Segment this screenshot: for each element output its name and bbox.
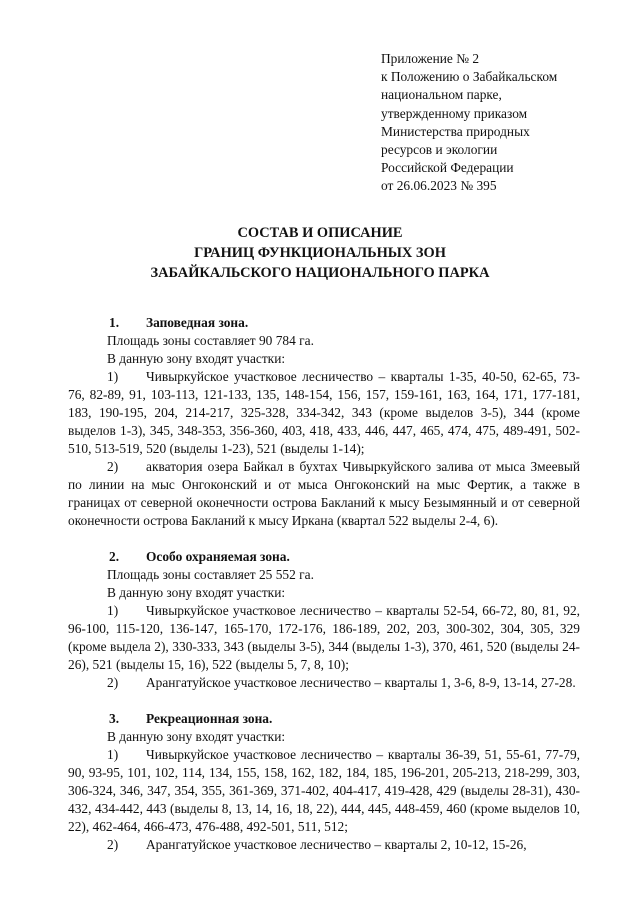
appendix-line: утвержденному приказом [381,105,528,121]
item-text: Чивыркуйское участковое лесничество – кварталы 36-39, 51, 55-61, 77-79, 90, 93-95, 101, 102, 114, 134, 155, 158, 162, 182, 184, 185, 196-201, 205-213, 218-299, 303, 306-324, 346, 347, 354, 355, 361-369, 371-402, 404-417, 419-428, 429 (выделы 28-31), 430-432, 434-442, 443 (выделы 8, 13, 14, 16, 18, 22), 444, 445, 448-459, 460 (кроме выделов 10, 22), 462-464, 466-473, 476-488, 492-501, 511, 512; [68,747,580,834]
list-item [68,458,580,530]
item-text: Чивыркуйское участковое лесничество – кварталы 52-54, 66-72, 80, 81, 92, 96-100, 115-120, 136-147, 165-170, 172-176, 186-189, 202, 203, 300-302, 304, 305, 329 (кроме выдела 2), 330-333, 343 (выделы 3-5), 344 (выделы 1-3), 370, 461, 520 (выделы 24-26), 521 (выделы 15, 16), 522 (выделы 5, 7, 8, 10); [68,603,580,672]
section-number: 2. [109,549,120,564]
zone-area: Площадь зоны составляет 25 552 га. [107,567,314,582]
item-text: Арангатуйское участковое лесничество – кварталы 2, 10-12, 15-26, [146,837,527,852]
item-number: 1) [107,603,119,618]
section-number: 1. [109,315,120,330]
appendix-line: национальном парке, [381,87,502,103]
list-item [68,368,580,458]
section-number: 3. [109,711,120,726]
item-text: акватория озера Байкал в бухтах Чивыркуйского залива от мыса Змеевый по линии на мыс Онгоконский и от мыса Онгоконский на мыс Фертик, а также в границах от северной оконечности острова Бакланий к мысу Безымянный и от северной оконечности острова Бакланий к мысу Иркана (квартал 522 выделы 2-4, 6). [68,459,580,528]
section-heading [68,710,580,728]
title-line: ГРАНИЦ ФУНКЦИОНАЛЬНЫХ ЗОН [194,245,446,261]
item-text: Арангатуйское участковое лесничество – кварталы 1, 3-6, 8-9, 13-14, 27-28. [146,675,576,690]
item-text: Чивыркуйское участковое лесничество – кварталы 1-35, 40-50, 62-65, 73-76, 82-89, 91, 103-113, 121-133, 135, 148-154, 156, 157, 159-161, 163, 164, 171, 177-181, 183, 190-195, 204, 214-217, 325-328, 334-342, 343 (кроме выделов 3-5), 344 (кроме выделов 1-3), 345, 348-353, 356-360, 403, 418, 433, 446, 447, 465, 474, 475, 489-491, 502-510, 513-519, 520 (выделы 1-23), 521 (выделы 1-14); [68,369,580,456]
list-item [68,674,580,692]
list-item [68,602,580,674]
item-number: 2) [107,837,119,852]
appendix-line: Приложение № 2 [381,51,480,66]
appendix-line: к Положению о Забайкальском [381,69,558,85]
zone-intro: В данную зону входят участки: [107,351,286,366]
section-title: Заповедная зона. [146,315,249,330]
appendix-block [381,50,557,196]
spacer [68,530,580,548]
section-title: Рекреационная зона. [146,711,273,726]
title-line: СОСТАВ И ОПИСАНИЕ [237,225,403,241]
title-line: ЗАБАЙКАЛЬСКОГО НАЦИОНАЛЬНОГО ПАРКА [150,265,490,281]
section-title: Особо охраняемая зона. [146,549,290,564]
spacer [68,692,580,710]
list-item [68,836,580,854]
appendix-line: ресурсов и экологии [381,142,498,158]
list-item [68,746,580,836]
section-heading [68,548,580,566]
item-number: 2) [107,459,119,474]
document-title [0,223,640,283]
item-number: 1) [107,747,119,762]
zone-area: Площадь зоны составляет 90 784 га. [107,333,314,348]
appendix-line: Российской Федерации [381,160,514,176]
zone-intro: В данную зону входят участки: [107,729,286,744]
document-body [68,314,580,854]
zone-intro: В данную зону входят участки: [107,585,286,600]
section-heading [68,314,580,332]
appendix-line: от 26.06.2023 № 395 [381,178,497,194]
item-number: 1) [107,369,119,384]
appendix-line: Министерства природных [381,123,530,139]
item-number: 2) [107,675,119,690]
